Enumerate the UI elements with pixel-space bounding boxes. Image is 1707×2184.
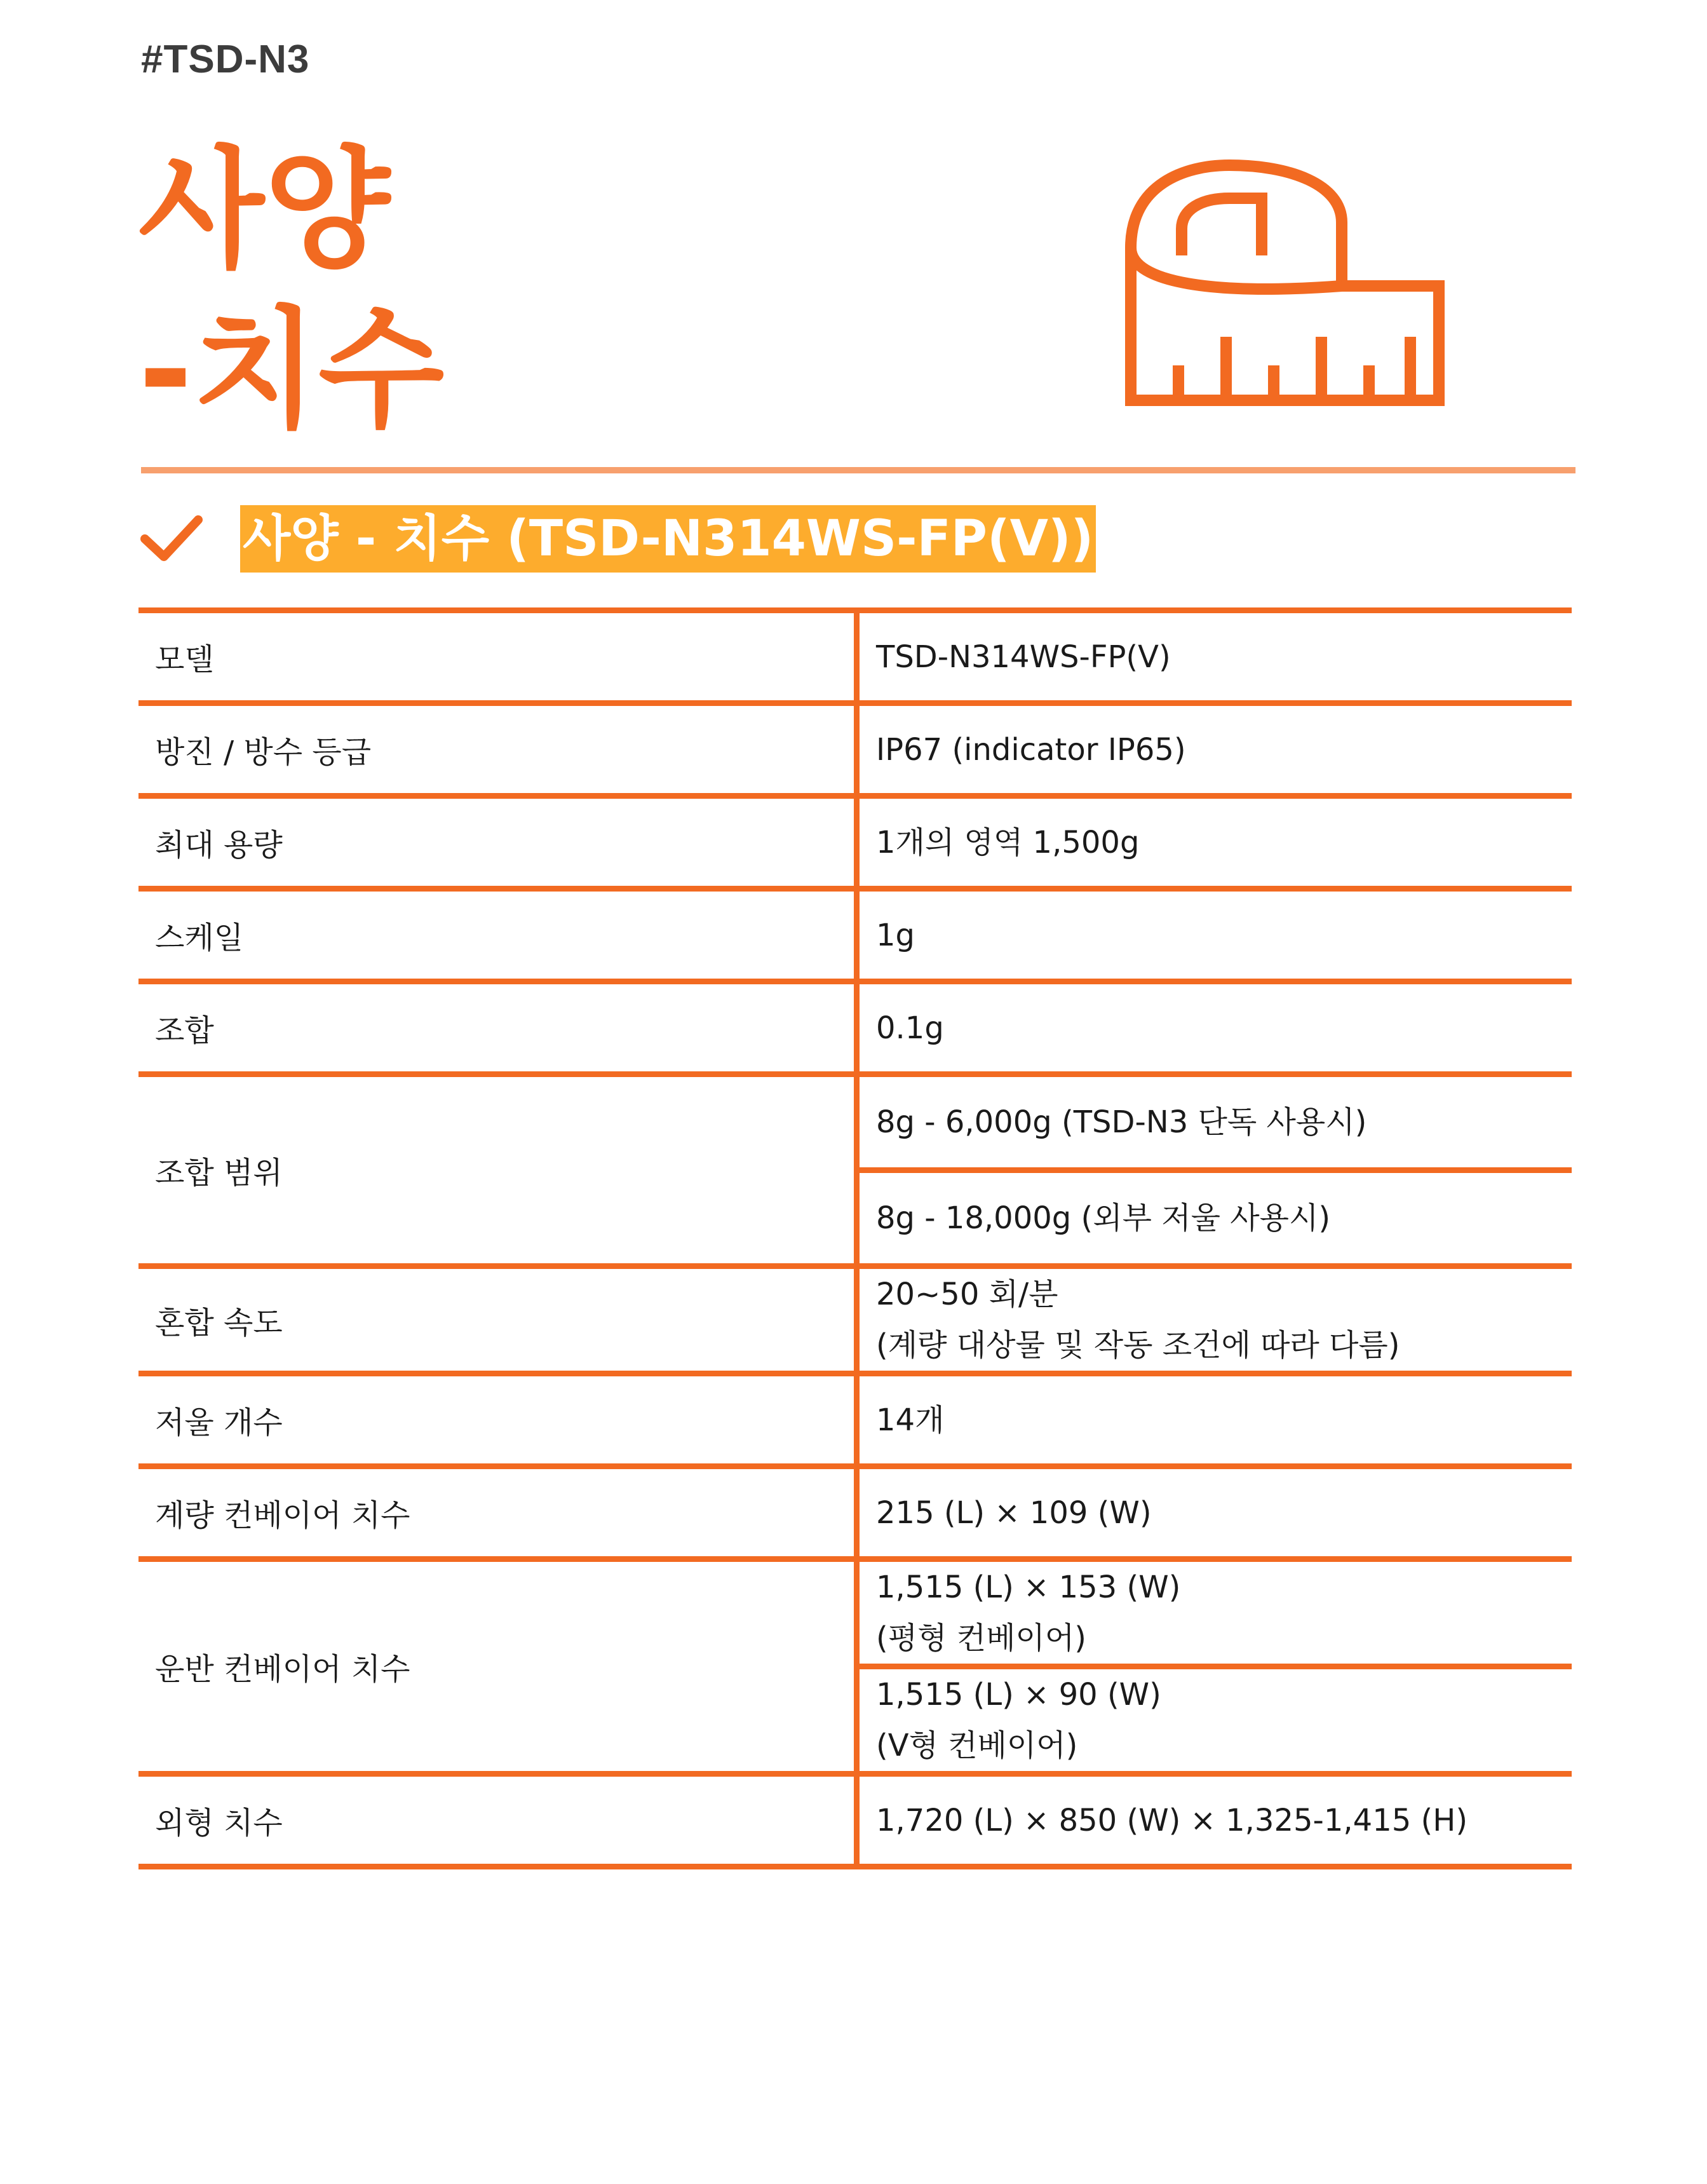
spec-label: 저울 개수 <box>138 1374 857 1467</box>
page-title <box>138 130 444 451</box>
spec-row <box>138 611 1572 703</box>
spec-label: 조합 <box>138 982 857 1075</box>
spec-label: 방진 / 방수 등급 <box>138 703 857 796</box>
spec-value: 1g <box>857 889 1572 982</box>
spec-label: 조합 범위 <box>138 1075 857 1266</box>
spec-value: 8g - 6,000g (TSD-N3 단독 사용시) <box>857 1075 1572 1170</box>
spec-value: 14개 <box>857 1374 1572 1467</box>
section-divider <box>141 467 1575 473</box>
spec-label: 계량 컨베이어 치수 <box>138 1467 857 1559</box>
page-title-line-1: 사양 <box>138 135 391 286</box>
spec-row <box>138 1266 1572 1374</box>
spec-value: IP67 (indicator IP65) <box>857 703 1572 796</box>
spec-value: 1개의 영역 1,500g <box>857 796 1572 889</box>
spec-value: 1,515 (L) × 90 (W) (V형 컨베이어) <box>857 1667 1572 1774</box>
spec-label: 혼합 속도 <box>138 1266 857 1374</box>
spec-row <box>138 889 1572 982</box>
checkmark-icon <box>140 513 203 564</box>
spec-value: 1,515 (L) × 153 (W) (평형 컨베이어) <box>857 1559 1572 1667</box>
spec-value: 0.1g <box>857 982 1572 1075</box>
spec-label: 운반 컨베이어 치수 <box>138 1559 857 1774</box>
spec-row <box>138 1774 1572 1867</box>
spec-row <box>138 982 1572 1075</box>
spec-value: 20~50 회/분 (계량 대상물 및 작동 조건에 따라 다름) <box>857 1266 1572 1374</box>
spec-row <box>138 703 1572 796</box>
spec-value: 215 (L) × 109 (W) <box>857 1467 1572 1559</box>
product-tag: #TSD-N3 <box>141 37 310 81</box>
spec-label: 외형 치수 <box>138 1774 857 1867</box>
section-title: 사양 - 치수 (TSD-N314WS-FP(V)) <box>240 505 1096 573</box>
spec-label: 모델 <box>138 611 857 703</box>
spec-label: 스케일 <box>138 889 857 982</box>
spec-table-body <box>138 611 1572 1867</box>
spec-row <box>138 1374 1572 1467</box>
page-title-line-2: -치수 <box>138 295 445 446</box>
measuring-tape-icon <box>1118 159 1448 426</box>
spec-row <box>138 1559 1572 1667</box>
spec-value: TSD-N314WS-FP(V) <box>857 611 1572 703</box>
spec-label: 최대 용량 <box>138 796 857 889</box>
spec-value: 1,720 (L) × 850 (W) × 1,325-1,415 (H) <box>857 1774 1572 1867</box>
spec-row <box>138 1075 1572 1170</box>
spec-table <box>138 607 1572 1869</box>
spec-value: 8g - 18,000g (외부 저울 사용시) <box>857 1170 1572 1266</box>
spec-row <box>138 1467 1572 1559</box>
spec-row <box>138 796 1572 889</box>
